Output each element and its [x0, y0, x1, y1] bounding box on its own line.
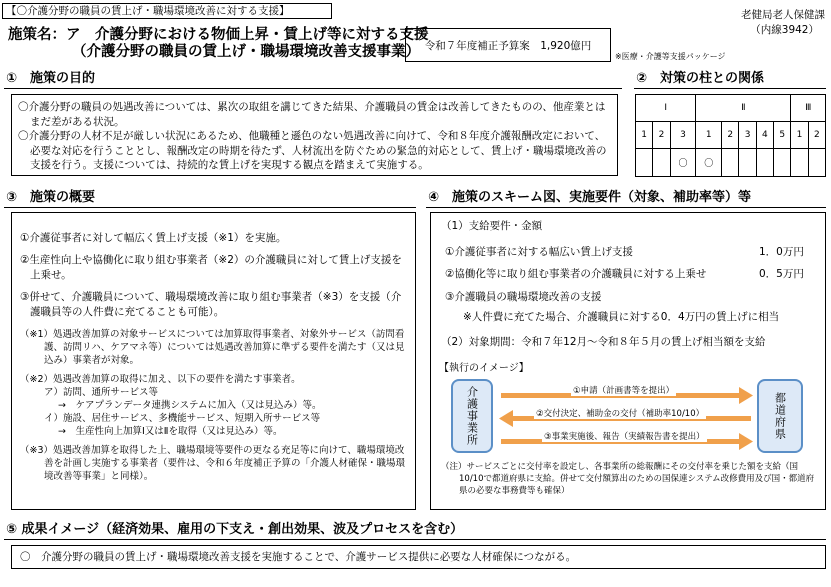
- section5-heading: ⑤ 成果イメージ（経済効果、雇用の下支え・創出効果、波及プロセスを含む）: [6, 522, 464, 537]
- requirement-2-amount: 0．5万円: [759, 268, 804, 280]
- overview-note-1: （※1）処遇改善加算の対象サービスについては加算取得事業者、対象外サービス（訪問看護、訪問リハ、ケアマネ等）については処遇改善加算に準ずる要件を満たす（又は見込み）事業者が対象。: [20, 329, 405, 366]
- pillar-number: 1: [696, 122, 722, 149]
- flow-step-3: ③事業実施後、報告（実績報告書を提出）: [544, 432, 705, 442]
- pillar-number: 4: [756, 122, 773, 149]
- pillar-mark: [722, 149, 739, 177]
- execution-image-label: 【執行のイメージ】: [439, 363, 529, 374]
- section3-heading: ③ 施策の概要: [6, 190, 96, 205]
- scheme-footnote: （注）サービスごとに交付率を設定し、各事業所の総報酬にその交付率を乗じた額を支給（国10/10で都道府県に支給。併せて交付額算出のための国保連システム改修費用及び国・都道府県の必要な事務費等も確保）: [441, 462, 815, 496]
- purpose-box: [11, 94, 618, 176]
- overview-note-2a: ア）訪問、通所サービス等: [44, 387, 159, 398]
- overview-note-2b-detail: → 生産性向上加算Ⅰ又はⅡを取得（又は見込み）等。: [58, 426, 283, 437]
- budget-text: 令和７年度補正予算案 1,920億円: [424, 39, 592, 52]
- pillar-mark: [774, 149, 791, 177]
- pillar-mark: [636, 149, 653, 177]
- pillar-group: Ⅰ: [636, 95, 696, 122]
- section2-divider: [634, 88, 826, 89]
- section5-divider: [4, 539, 826, 540]
- flow-step-1: ①申請（計画書等を提出）: [573, 386, 675, 396]
- policy-title: 施策名：ア 介護分野における物価上昇・賃上げ等に対する支援: [8, 27, 429, 43]
- pillar-group: Ⅲ: [791, 95, 826, 122]
- pillar-mark: [739, 149, 756, 177]
- pillar-number: 2: [722, 122, 739, 149]
- requirement-1-amount: 1．0万円: [759, 246, 804, 258]
- pillar-number: 3: [739, 122, 756, 149]
- pillar-number: 1: [636, 122, 653, 149]
- pillar-number: 1: [791, 122, 808, 149]
- pillar-number: 3: [670, 122, 696, 149]
- pillar-mark: 〇: [696, 149, 722, 177]
- section4-heading: ④ 施策のスキーム図、実施要件（対象、補助率等）等: [428, 190, 752, 205]
- overview-note-2a-detail: → ケアプランデータ連携システムに加入（又は見込み）等。: [58, 400, 322, 411]
- section4-divider: [426, 207, 826, 208]
- section2-heading: ② 対策の柱との関係: [636, 71, 765, 86]
- care-provider-label: 介護事業所: [465, 386, 479, 446]
- requirement-3-label: ③介護職員の職場環境改善の支援: [445, 291, 602, 303]
- overview-item-1: ①介護従事者に対して幅広く賃上げ支援（※1）を実施。: [20, 232, 287, 244]
- package-note: ※医療・介護等支援パッケージ: [615, 52, 726, 61]
- pillar-number: 5: [774, 122, 791, 149]
- section3-divider: [4, 207, 416, 208]
- target-period: （2）対象期間：令和７年12月～令和８年５月の賃上げ相当額を支給: [441, 336, 766, 348]
- pillar-number: 2: [808, 122, 825, 149]
- pillar-mark: [791, 149, 808, 177]
- pillar-mark: [653, 149, 670, 177]
- purpose-paragraph-1: 〇介護分野の職員の処遇改善については、累次の取組を講じてきた結果、介護職員の賃金は改善してきたものの、他産業とはまだ差がある状況。: [18, 101, 606, 128]
- category-label: 【〇介護分野の職員の賃上げ・職場環境改善に対する支援】: [2, 3, 332, 19]
- purpose-paragraph-2: 〇介護分野の人材不足が厳しい状況にあるため、他職種と遜色のない処遇改善に向けて、令和８年度介護報酬改定において、必要な対応を行うこととし、報酬改定の時期を待たず、人材流出を防ぐための緊急的対応として、賃上げ・職場環境改善の支援を行う。支援については、持続的な賃上げを実現する観点を踏まえて実施する。: [18, 130, 607, 171]
- overview-box: [11, 212, 416, 510]
- flow-step-2: ②交付決定、補助金の交付（補助率10/10）: [536, 409, 705, 419]
- requirement-2-label: ②協働化等に取り組む事業者の介護職員に対する上乗せ: [445, 268, 707, 280]
- extension-number: （内線3942）: [750, 24, 819, 36]
- overview-note-2: （※2）処遇改善加算の取得に加え、以下の要件を満たす事業者。: [20, 374, 301, 385]
- section1-heading: ① 施策の目的: [6, 71, 96, 86]
- pillar-mark: [808, 149, 825, 177]
- prefecture-box: [757, 379, 803, 453]
- overview-note-2b: イ）施設、居住サービス、多機能サービス、短期入所サービス等: [44, 413, 321, 424]
- pillar-mark: [756, 149, 773, 177]
- pillar-mark: 〇: [670, 149, 696, 177]
- pillar-number: 2: [653, 122, 670, 149]
- department-name: 老健局老人保健課: [741, 9, 825, 21]
- pillars-table: [635, 94, 826, 177]
- outcome-box: [11, 545, 826, 569]
- outcome-text: 〇 介護分野の職員の賃上げ・職場環境改善支援を実施することで、介護サービス提供に必要な人材確保につながる。: [20, 551, 577, 563]
- scheme-box: [430, 212, 826, 510]
- requirements-title: （1）支給要件・金額: [441, 220, 543, 232]
- pillar-group: Ⅱ: [696, 95, 791, 122]
- pillars-table-wrap: [635, 94, 826, 176]
- overview-note-3: （※3）処遇改善加算を取得した上、職場環境等要件の更なる充足等に向けて、職場環境改善を計画し実施する事業者（要件は、令和６年度補正予算の「介護人材確保・職場環境改善等事業」と同様）。: [20, 445, 406, 482]
- requirement-1-label: ①介護従事者に対する幅広い賃上げ支援: [445, 246, 633, 258]
- overview-item-2: ②生産性向上や協働化に取り組む事業者（※2）の介護職員に対して賃上げ支援を上乗せ。: [20, 254, 402, 281]
- care-provider-box: [451, 379, 493, 453]
- policy-subtitle: （介護分野の職員の賃上げ・職場環境改善支援事業）: [72, 44, 420, 60]
- requirement-3-note: ※人件費に充てた場合、介護職員に対する0．4万円の賃上げに相当: [463, 311, 780, 323]
- overview-item-3: ③併せて、介護職員について、職場環境改善に取り組む事業者（※3）を支援（介護職員等の人件費に充てることも可能）。: [20, 291, 402, 318]
- prefecture-label: 都道府県: [773, 392, 787, 440]
- budget-box: [405, 28, 611, 62]
- section1-divider: [4, 88, 622, 89]
